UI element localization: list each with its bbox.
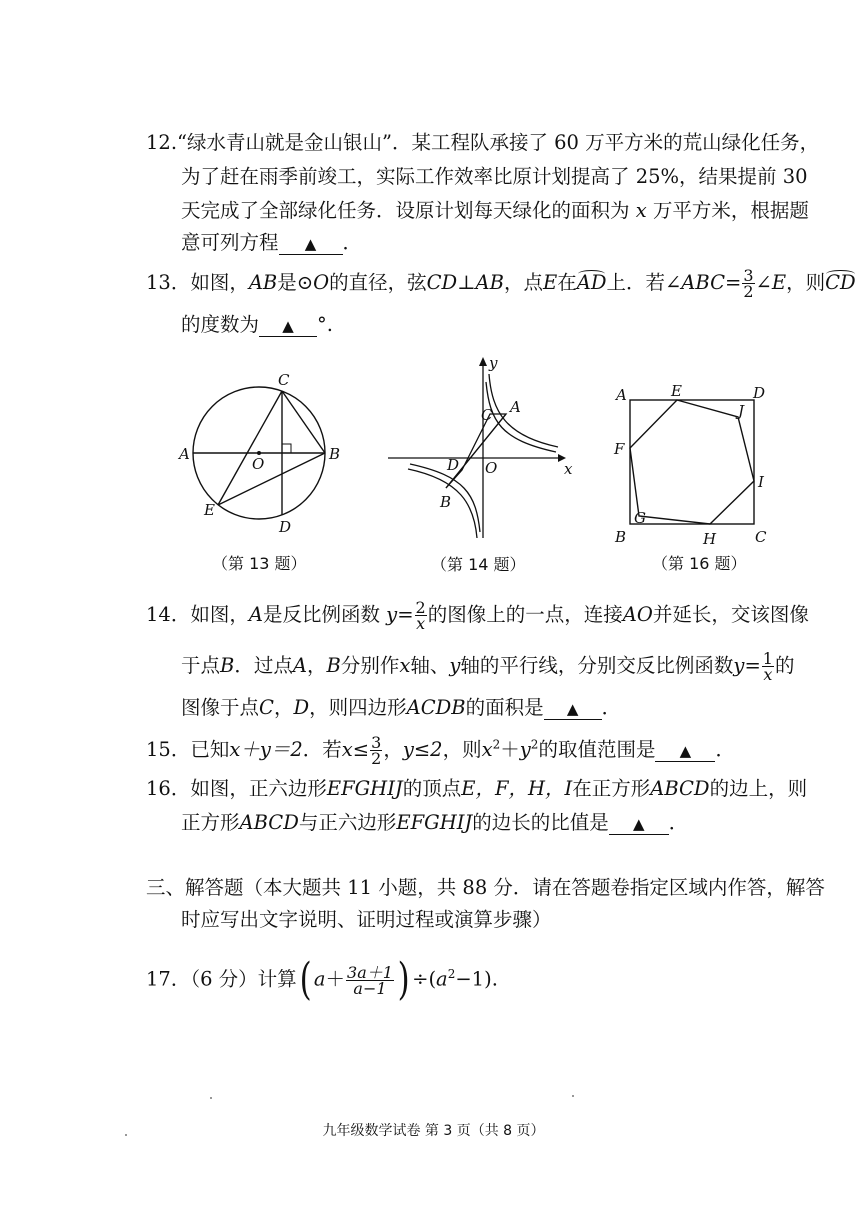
- q16-line2: 正方形ABCD与正六边形EFGHIJ的边长的比值是 ▲ ．: [181, 811, 689, 834]
- fig14-label-B: B: [440, 493, 452, 511]
- q12-answer-blank[interactable]: ▲: [279, 233, 343, 255]
- q17-fraction: $\frac{3a+1}{a-1}$: [347, 962, 393, 998]
- fig16-label-E: E: [671, 382, 682, 400]
- fig14-label-C: C: [481, 406, 493, 424]
- q14-line3: 图像于点C，D，则四边形ACDB的面积是 ▲ ．: [181, 696, 622, 719]
- fig16-label-I: I: [758, 473, 764, 491]
- fig16-square-ABCD: [630, 400, 754, 524]
- fig14-label-x: x: [564, 460, 573, 478]
- fig16-label-B: B: [615, 528, 627, 546]
- q13-answer-blank[interactable]: ▲: [259, 315, 317, 337]
- fig14-curve-1x-q1: [486, 382, 556, 452]
- fig14-caption: （第 14 题）: [431, 555, 526, 574]
- q14-answer-blank[interactable]: ▲: [544, 698, 602, 720]
- fig16-label-D: D: [753, 384, 766, 402]
- fig16-label-A: A: [616, 386, 627, 404]
- q16-line1: 16．如图，正六边形EFGHIJ的顶点E，F，H，I在正方形ABCD的边上，则: [146, 777, 808, 800]
- scan-speck: [210, 1097, 212, 1099]
- q14-line2: 于点B．过点A，B分别作x轴、y轴的平行线，分别交反比例函数y= $\frac{1}{x}$ 的: [181, 649, 795, 684]
- fig16-hexagon-EFGHIJ: [630, 400, 754, 524]
- fig16-label-F: F: [614, 440, 625, 458]
- q14-fraction-2x: $\frac{2}{x}$: [415, 598, 426, 633]
- fig13-line-CE: [218, 391, 282, 505]
- page-footer: 九年级数学试卷 第 3 页（共 8 页）: [322, 1123, 545, 1139]
- figure-13: [176, 370, 356, 545]
- q12-number: 12.: [146, 131, 178, 154]
- fig13-label-O: O: [252, 455, 265, 473]
- fig13-right-angle-mark: [282, 444, 291, 453]
- arc-CD: CD: [825, 269, 856, 297]
- section3-heading-line2: 时应写出文字说明、证明过程或演算步骤）: [181, 908, 552, 931]
- q14-fraction-1x: $\frac{1}{x}$: [762, 649, 773, 684]
- fig13-label-B: B: [329, 445, 341, 463]
- q15-answer-blank[interactable]: ▲: [655, 740, 715, 762]
- fig13-label-D: D: [279, 518, 292, 536]
- fig14-label-O: O: [485, 459, 498, 477]
- fig14-label-A: A: [510, 398, 521, 416]
- q13-fraction: $\frac{3}{2}$: [743, 266, 754, 301]
- q16-answer-blank[interactable]: ▲: [609, 813, 669, 835]
- figure-16: [610, 380, 780, 550]
- fig14-label-D: D: [447, 456, 460, 474]
- arc-AD: AD: [577, 269, 607, 297]
- q13-line1: 13．如图，AB是⊙O的直径，弦CD⊥AB，点E在AD上．若∠ABC= $\frac{3}{2}$ ∠E，则CD: [146, 266, 856, 301]
- fig13-label-E: E: [204, 501, 215, 519]
- figure-14: [386, 352, 586, 542]
- fig16-label-G: G: [634, 509, 646, 527]
- fig16-caption: （第 16 题）: [652, 554, 747, 573]
- q12-line2: 为了赶在雨季前竣工，实际工作效率比原计划提高了 25%，结果提前 30: [181, 165, 808, 188]
- fig14-curve-2x-q1: [489, 374, 558, 447]
- q12-line4: 意可列方程 ▲ ．: [181, 231, 363, 254]
- q12-line3: 天完成了全部绿化任务．设原计划每天绿化的面积为 x 万平方米，根据题: [181, 199, 809, 222]
- fig14-y-arrow: [479, 357, 487, 366]
- fig14-label-y: y: [489, 354, 498, 372]
- fig16-label-J: J: [738, 402, 745, 420]
- fig13-caption: （第 13 题）: [212, 554, 307, 573]
- fig13-label-C: C: [278, 371, 290, 389]
- q15-line: 15．已知x＋y＝2．若x≤ $\frac{3}{2}$ ，y≤2，则$x^2+y^2$的取值范围是 ▲ ．: [146, 733, 735, 768]
- q13-line2: 的度数为 ▲ °.: [181, 313, 333, 336]
- q17-line: 17．（6 分）计算( a＋ $\frac{3a+1}{a-1}$ ) $\div(a^2-1)$.: [146, 954, 498, 1005]
- fig16-label-C: C: [755, 528, 767, 546]
- q12-line1: 12.“绿水青山就是金山银山”．某工程队承接了 60 万平方米的荒山绿化任务，: [146, 131, 820, 154]
- fig13-label-A: A: [179, 445, 190, 463]
- q15-fraction: $\frac{3}{2}$: [371, 733, 382, 768]
- q14-line1: 14．如图，A是反比例函数 y= $\frac{2}{x}$ 的图像上的一点，连接AO并延长，交该图像: [146, 598, 809, 633]
- fig16-label-H: H: [703, 530, 717, 548]
- scan-speck: [572, 1095, 574, 1097]
- section3-heading-line1: 三、解答题（本大题共 11 小题，共 88 分．请在答题卷指定区域内作答，解答: [146, 876, 825, 899]
